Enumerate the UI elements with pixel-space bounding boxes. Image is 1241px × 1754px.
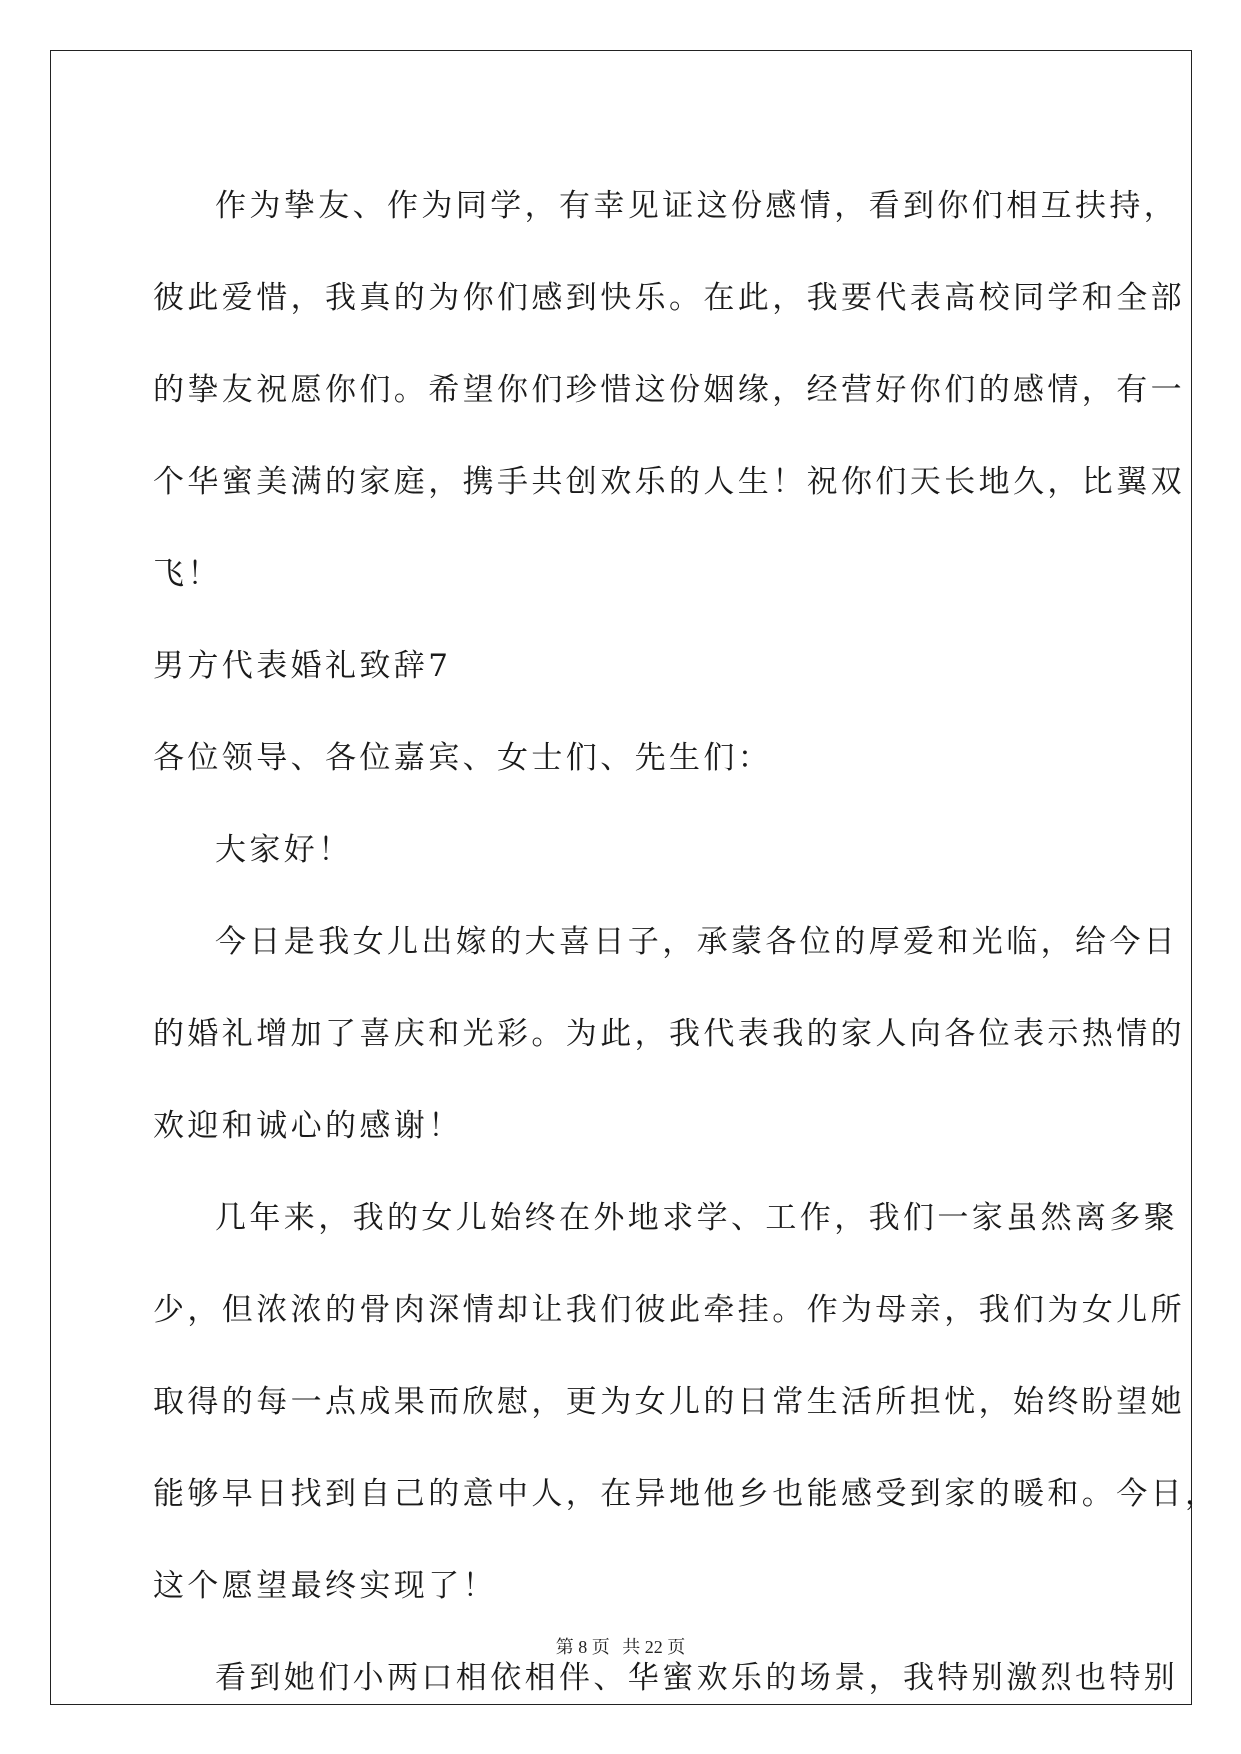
body-line: 的婚礼增加了喜庆和光彩。为此，我代表我的家人向各位表示热情的 bbox=[153, 1016, 1185, 1052]
body-line: 的挚友祝愿你们。希望你们珍惜这份姻缘，经营好你们的感情，有一 bbox=[153, 372, 1185, 408]
greeting: 大家好！ bbox=[215, 832, 353, 868]
body-line: 今日是我女儿出嫁的大喜日子，承蒙各位的厚爱和光临，给今日 bbox=[215, 924, 1179, 960]
document-body bbox=[153, 160, 1220, 1724]
body-line: 取得的每一点成果而欣慰，更为女儿的日常生活所担忧，始终盼望她 bbox=[153, 1384, 1185, 1420]
body-line: 这个愿望最终实现了！ bbox=[153, 1568, 497, 1604]
body-line: 飞！ bbox=[153, 556, 222, 592]
body-line: 能够早日找到自己的意中人，在异地他乡也能感受到家的暖和。今日， bbox=[153, 1476, 1220, 1512]
body-line: 几年来，我的女儿始终在外地求学、工作，我们一家虽然离多聚 bbox=[215, 1200, 1179, 1236]
salutation: 各位领导、各位嘉宾、女士们、先生们： bbox=[153, 740, 773, 776]
body-line: 彼此爱惜，我真的为你们感到快乐。在此，我要代表高校同学和全部 bbox=[153, 280, 1185, 316]
page-footer bbox=[0, 1633, 1241, 1659]
body-line: 看到她们小两口相依相伴、华蜜欢乐的场景，我特别激烈也特别 bbox=[215, 1660, 1179, 1696]
body-line: 作为挚友、作为同学，有幸见证这份感情，看到你们相互扶持， bbox=[215, 188, 1179, 224]
page-total: 共 22 页 bbox=[622, 1637, 686, 1657]
body-line: 少，但浓浓的骨肉深情却让我们彼此牵挂。作为母亲，我们为女儿所 bbox=[153, 1292, 1185, 1328]
body-line: 欢迎和诚心的感谢！ bbox=[153, 1108, 463, 1144]
page-number: 第 8 页 bbox=[555, 1637, 610, 1657]
body-line: 个华蜜美满的家庭，携手共创欢乐的人生！祝你们天长地久，比翼双 bbox=[153, 464, 1185, 500]
section-heading: 男方代表婚礼致辞7 bbox=[153, 648, 452, 684]
